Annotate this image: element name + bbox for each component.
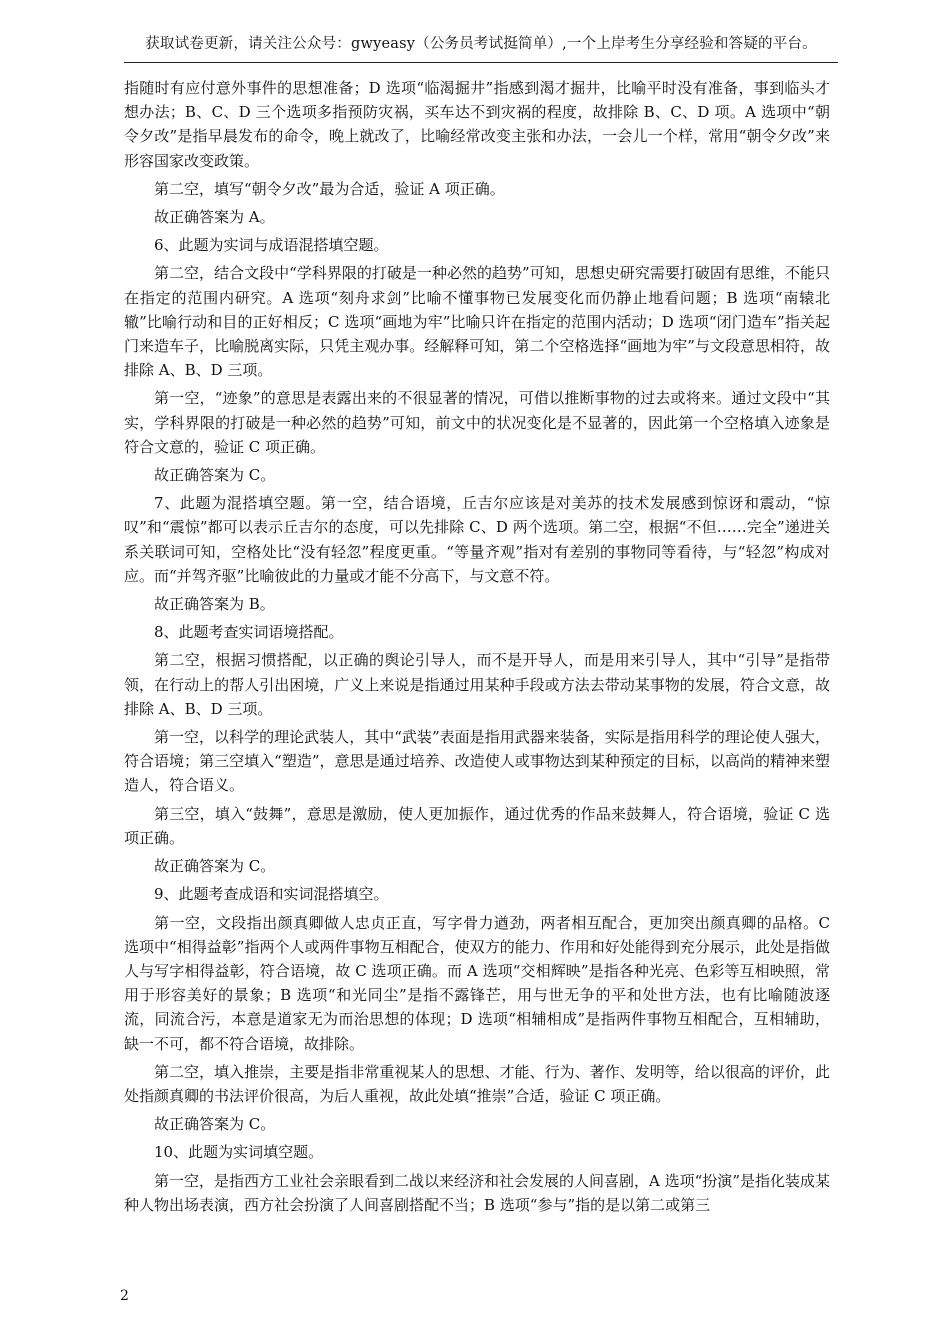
paragraph-5: 第二空，结合文段中“学科界限的打破是一种必然的趋势”可知，思想史研究需要打破固有思维，不能只在指定的范围内研究。A 选项“刻舟求剑”比喻不懂事物已发展变化而仍静止地看问题；B 选项“南辕北辙”比喻行动和目的正好相反；C 选项“画地为牢”比喻只许在指定的范围内活动；D 选项“闭门造车”指关起门来造车子，比喻脱离实际，只凭主观办事。经解释可知，第二个空格选择“画地为牢”与文段意思相符，故排除 A、B、D 三项。 <box>124 264 830 380</box>
paragraph-10: 8、此题考查实词语境搭配。 <box>154 623 344 642</box>
page-number: 2 <box>120 1288 129 1304</box>
header-text: 获取试卷更新，请关注公众号：gwyeasy（公务员考试挺简单）,一个上岸考生分享经验和答疑的平台。 <box>145 36 817 52</box>
paragraph-20: 第一空，是指西方工业社会亲眼看到二战以来经济和社会发展的人间喜剧，A 选项“扮演”是指化装成某种人物出场表演，西方社会扮演了人间喜剧搭配不当；B 选项“参与”指的是以第二或第三 <box>124 1171 830 1214</box>
paragraph-1: 指随时有应付意外事件的思想准备；D 选项“临渴掘井”指感到渴才掘井，比喻平时没有准备，事到临头才想办法；B、C、D 三个选项多指预防灾祸，买车达不到灾祸的程度，故排除 B、C、D 项。A 选项中“朝令夕改”是指早晨发布的命令，晚上就改了，比喻经常改变主张和办法，一会儿一个样，常用“朝令夕改”来形容国家改变政策。 <box>124 79 830 170</box>
document-body <box>124 76 830 1221</box>
paragraph-14: 故正确答案为 C。 <box>154 857 276 876</box>
paragraph-7: 故正确答案为 C。 <box>154 466 276 485</box>
paragraph-9: 故正确答案为 B。 <box>154 595 275 614</box>
paragraph-3: 故正确答案为 A。 <box>154 208 275 227</box>
paragraph-19: 10、此题为实词填空题。 <box>154 1143 324 1162</box>
paragraph-8: 7、此题为混搭填空题。第一空，结合语境，丘吉尔应该是对美苏的技术发展感到惊讶和震动，“惊叹”和“震惊”都可以表示丘吉尔的态度，可以先排除 C、D 两个选项。第二空，根据“不但……完全”递进关系关联词可知，空格处比“没有轻忽”程度更重。“等量齐观”指对有差别的事物同等看待，与“轻忽”构成对应。而“并驾齐驱”比喻彼此的力量或才能不分高下，与文意不符。 <box>124 494 830 585</box>
paragraph-16: 第一空，文段指出颜真卿做人忠贞正直，写字骨力遒劲，两者相互配合，更加突出颜真卿的品格。C 选项中“相得益彰”指两个人或两件事物互相配合，使双方的能力、作用和好处能得到充分展示，此处是指做人与写字相得益彰，符合语境，故 C 选项正确。而 A 选项“交相辉映”是指各种光亮、色彩等互相映照，常用于形容美好的景象；B 选项“和光同尘”是指不露锋芒，用与世无争的平和处世方法，也有比喻随波逐流，同流合污，本意是道家无为而治思想的体现；D 选项“相辅相成”是指两件事物互相配合，互相辅助，缺一不可，都不符合语境，故排除。 <box>124 913 830 1053</box>
paragraph-18: 故正确答案为 C。 <box>154 1115 276 1134</box>
paragraph-13: 第三空，填入“鼓舞”，意思是激励，使人更加振作，通过优秀的作品来鼓舞人，符合语境，验证 C 选项正确。 <box>124 804 830 847</box>
paragraph-15: 9、此题考查成语和实词混搭填空。 <box>154 885 389 904</box>
page-header <box>124 34 838 63</box>
paragraph-6: 第一空，“迹象”的意思是表露出来的不很显著的情况，可借以推断事物的过去或将来。通过文段中“其实，学科界限的打破是一种必然的趋势”可知，前文中的状况变化是不显著的，因此第一个空格填入迹象是符合文意的，验证 C 项正确。 <box>124 389 830 456</box>
paragraph-4: 6、此题为实词与成语混搭填空题。 <box>154 236 389 255</box>
paragraph-17: 第二空，填入推崇，主要是指非常重视某人的思想、才能、行为、著作、发明等，给以很高的评价，此处指颜真卿的书法评价很高，为后人重视，故此处填“推崇”合适，验证 C 项正确。 <box>124 1062 830 1105</box>
paragraph-11: 第二空，根据习惯搭配，以正确的舆论引导人，而不是开导人，而是用来引导人，其中“引导”是指带领，在行动上的帮人引出困境，广义上来说是指通过用某种手段或方法去带动某事物的发展，符合文意，故排除 A、B、D 三项。 <box>124 651 830 718</box>
paragraph-12: 第一空，以科学的理论武装人，其中“武装”表面是指用武器来装备，实际是指用科学的理论使人强大，符合语境；第三空填入“塑造”，意思是通过培养、改造使人或事物达到某种预定的目标，以高尚的精神来塑造人，符合语义。 <box>124 728 830 795</box>
paragraph-2: 第二空，填写“朝令夕改”最为合适，验证 A 项正确。 <box>154 179 505 198</box>
